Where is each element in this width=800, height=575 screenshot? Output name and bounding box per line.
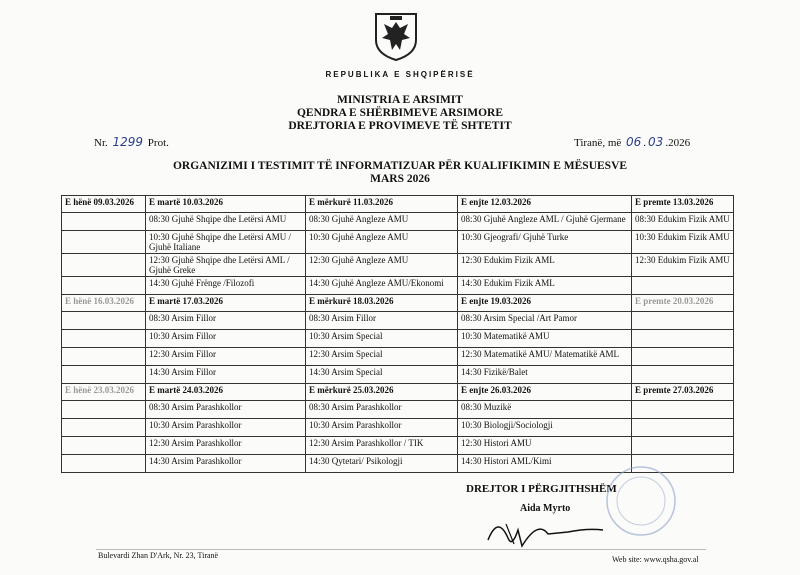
exam-slot-cell [632, 366, 734, 384]
exam-slot-cell: 14:30 Edukim Fizik AML [458, 277, 632, 295]
day-header-cell: E martë 10.03.2026 [146, 196, 306, 213]
exam-slot-cell: 08:30 Arsim Parashkollor [306, 401, 458, 419]
day-header-cell: E premte 27.03.2026 [632, 384, 734, 401]
exam-slot-row [62, 348, 734, 366]
exam-slot-cell [62, 401, 146, 419]
exam-slot-cell: 12:30 Matematikë AMU/ Matematikë AML [458, 348, 632, 366]
exam-slot-cell: 14:30 Arsim Parashkollor [146, 455, 306, 473]
exam-slot-cell: 14:30 Qytetari/ Psikologji [306, 455, 458, 473]
exam-slot-row [62, 277, 734, 295]
exam-slot-cell: 14:30 Fizikë/Balet [458, 366, 632, 384]
ministry-name: MINISTRIA E ARSIMIT [337, 94, 463, 106]
date-day: 06 [626, 135, 642, 149]
exam-slot-cell: 10:30 Gjeografi/ Gjuhë Turke [458, 231, 632, 254]
nr-value: 1299 [112, 135, 144, 149]
exam-slot-cell: 08:30 Gjuhë Angleze AML / Gjuhë Gjermane [458, 213, 632, 231]
exam-slot-cell: 08:30 Gjuhë Shqipe dhe Letërsi AMU [146, 213, 306, 231]
protocol-number [94, 135, 169, 149]
exam-slot-cell [632, 277, 734, 295]
schedule-table [61, 195, 734, 473]
department-name: DREJTORIA E PROVIMEVE TË SHTETIT [288, 120, 512, 132]
exam-slot-row [62, 231, 734, 254]
exam-slot-cell [632, 330, 734, 348]
center-name: QENDRA E SHËRBIMEVE ARSIMORE [296, 107, 504, 119]
exam-slot-cell [632, 348, 734, 366]
day-header-cell: E mërkurë 18.03.2026 [306, 295, 458, 312]
exam-slot-cell: 08:30 Gjuhë Angleze AMU [306, 213, 458, 231]
exam-slot-cell [62, 455, 146, 473]
exam-slot-cell [62, 312, 146, 330]
day-header-cell: E martë 24.03.2026 [146, 384, 306, 401]
official-stamp-icon [604, 464, 678, 538]
republic-label: REPUBLIKA E SHQIPËRISË [325, 70, 475, 79]
exam-slot-cell: 12:30 Arsim Parashkollor / TIK [306, 437, 458, 455]
exam-slot-cell: 12:30 Arsim Special [306, 348, 458, 366]
exam-slot-cell: 12:30 Arsim Parashkollor [146, 437, 306, 455]
day-header-cell: E enjte 19.03.2026 [458, 295, 632, 312]
exam-slot-cell: 10:30 Arsim Parashkollor [306, 419, 458, 437]
exam-slot-cell [632, 401, 734, 419]
exam-slot-cell: 10:30 Arsim Fillor [146, 330, 306, 348]
day-header-cell: E martë 17.03.2026 [146, 295, 306, 312]
exam-slot-cell: 08:30 Arsim Special /Art Pamor [458, 312, 632, 330]
exam-slot-cell: 10:30 Arsim Parashkollor [146, 419, 306, 437]
day-header-cell: E hënë 23.03.2026 [62, 384, 146, 401]
exam-slot-cell [62, 419, 146, 437]
exam-slot-cell [632, 312, 734, 330]
exam-slot-cell: 12:30 Histori AMU [458, 437, 632, 455]
exam-slot-cell [62, 254, 146, 277]
exam-slot-cell: 14:30 Gjuhë Angleze AMU/Ekonomi [306, 277, 458, 295]
exam-slot-cell: 08:30 Edukim Fizik AMU [632, 213, 734, 231]
exam-slot-cell [62, 330, 146, 348]
document-title: ORGANIZIMI I TESTIMIT TË INFORMATIZUAR PËR KUALIFIKIMIN E MËSUESVE [172, 160, 628, 172]
protocol-date: Tiranë, më 06 . 03 .2026 [574, 135, 691, 149]
signature-icon [478, 510, 608, 550]
exam-slot-cell: 12:30 Arsim Fillor [146, 348, 306, 366]
day-header-cell: E premte 20.03.2026 [632, 295, 734, 312]
exam-slot-cell [62, 231, 146, 254]
document-subtitle: MARS 2026 [370, 173, 430, 185]
exam-slot-row [62, 366, 734, 384]
footer-website[interactable]: Web site: www.qsha.gov.al [612, 555, 699, 564]
exam-slot-cell: 12:30 Gjuhë Shqipe dhe Letërsi AML / Gjuhë Greke [146, 254, 306, 277]
exam-slot-row [62, 401, 734, 419]
exam-slot-row [62, 213, 734, 231]
day-header-cell: E premte 13.03.2026 [632, 196, 734, 213]
date-year: .2026 [665, 137, 691, 149]
exam-slot-cell: 10:30 Edukim Fizik AMU [632, 231, 734, 254]
exam-slot-row [62, 437, 734, 455]
day-header-cell: E mërkurë 25.03.2026 [306, 384, 458, 401]
exam-slot-cell [62, 348, 146, 366]
exam-slot-cell: 14:30 Histori AML/Kimi [458, 455, 632, 473]
footer-divider [96, 549, 706, 550]
exam-slot-cell [62, 366, 146, 384]
footer-address: Bulevardi Zhan D'Ark, Nr. 23, Tiranë [98, 551, 219, 560]
place-label: Tiranë, më [574, 137, 622, 149]
exam-slot-cell [632, 437, 734, 455]
exam-slot-cell: 12:30 Edukim Fizik AMU [632, 254, 734, 277]
exam-slot-cell: 10:30 Arsim Special [306, 330, 458, 348]
day-header-cell: E hënë 16.03.2026 [62, 295, 146, 312]
exam-slot-cell: 10:30 Biologji/Sociologji [458, 419, 632, 437]
nr-label: Nr. [94, 137, 108, 149]
exam-slot-cell [632, 419, 734, 437]
day-header-cell: E hënë 09.03.2026 [62, 196, 146, 213]
director-title: DREJTOR I PËRGJITHSHËM [466, 483, 617, 495]
exam-slot-cell: 14:30 Arsim Fillor [146, 366, 306, 384]
exam-slot-row [62, 419, 734, 437]
exam-slot-row [62, 254, 734, 277]
exam-slot-cell: 10:30 Matematikë AMU [458, 330, 632, 348]
day-header-cell: E enjte 12.03.2026 [458, 196, 632, 213]
exam-slot-cell: 12:30 Gjuhë Angleze AMU [306, 254, 458, 277]
exam-slot-row [62, 330, 734, 348]
exam-slot-row [62, 312, 734, 330]
exam-slot-cell: 08:30 Arsim Parashkollor [146, 401, 306, 419]
exam-slot-cell: 14:30 Gjuhë Frënge /Filozofi [146, 277, 306, 295]
day-header-cell: E mërkurë 11.03.2026 [306, 196, 458, 213]
exam-slot-cell: 12:30 Edukim Fizik AML [458, 254, 632, 277]
exam-slot-cell: 08:30 Muzikë [458, 401, 632, 419]
exam-slot-cell [62, 277, 146, 295]
date-month: 03 [648, 135, 664, 149]
week-day-row [62, 295, 734, 312]
exam-slot-cell: 10:30 Gjuhë Shqipe dhe Letërsi AMU / Gjuhë Italiane [146, 231, 306, 254]
director-name: Aida Myrto [520, 503, 571, 514]
week-day-row [62, 384, 734, 401]
prot-label: Prot. [147, 137, 169, 149]
exam-slot-cell: 08:30 Arsim Fillor [146, 312, 306, 330]
day-header-cell: E enjte 26.03.2026 [458, 384, 632, 401]
exam-slot-cell: 14:30 Arsim Special [306, 366, 458, 384]
week-day-row [62, 196, 734, 213]
exam-slot-cell [62, 437, 146, 455]
exam-slot-cell: 08:30 Arsim Fillor [306, 312, 458, 330]
exam-slot-cell [62, 213, 146, 231]
albania-emblem-icon [372, 10, 420, 62]
exam-slot-cell: 10:30 Gjuhë Angleze AMU [306, 231, 458, 254]
